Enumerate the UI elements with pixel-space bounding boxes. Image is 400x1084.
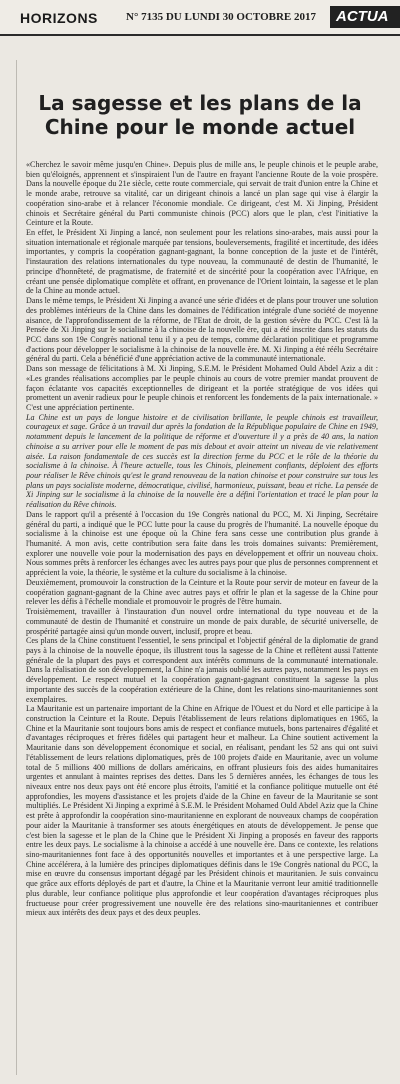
article-paragraph: «Cherchez le savoir même jusqu'en Chine». Depuis plus de mille ans, le peuple chinois et le peuple arabe, bien qu'éloignés, apprennent et s'inspiraient l'un de l'autre en frayant l'ancienne Route de la voie prospère. Dans la nouvelle époque du 21e siècle, cette route commerciale, qui servait de trait d'union entre la Chine et le monde arabe, retrouve sa vitalité, car un dirigeant chinois a lancé un plan sage qui vise à élargir la coopération sino-arabe et à relancer l'économie mondiale. Ce dirigeant, c'est M. Xi Jinping, Président chinois et Secrétaire général du Parti communiste chinois (PCC) alors que le plan, c'est l'initiative la Ceinture et la Route.: [26, 160, 378, 228]
article-paragraph: Dans le rapport qu'il a présenté à l'occasion du 19e Congrès national du PCC, M. Xi Jinping, Secrétaire général du parti, a indiqué que le PCC lutte pour la cause du progrès de l'humanité. La nouvelle époque du socialisme à la chinoise est une époque où la Chine fera sans cesse une contribution plus grande à l'humanité. A mon avis, cette contribution sera faite dans les trois domaines suivants: Premièrement, explorer une nouvelle voie pour la modernisation des pays en développement et offrir un nouveau choix. Nous sommes prêts à renforcer les échanges avec les autres pays pour que plus de personnes comprennent et apprécient la voie, la théorie, le système et la culture du socialisme à la chinoise.: [26, 509, 378, 578]
article-paragraph: Ces plans de la Chine constituent l'essentiel, le sens principal et l'objectif général de la diplomatie de grand pays à la chinoise de la nouvelle époque, ils illustrent tous la sagesse de la Chine et reflètent aussi l'attente générale de la plupart des pays et correspondent aux intérêts communs de la communauté internationale. Dans la réalisation de son développement, la Chine n'a jamais oublié les autres pays, notamment les pays en développement. Le respect mutuel et la coopération gagnant-gagnant constituent la sagesse la plus importante des succès de la coopération extérieure de la Chine, dont les relations sino-mauritaniennes sont exemplaires.: [26, 636, 378, 704]
article-paragraph: Dans le même temps, le Président Xi Jinping a avancé une série d'idées et de plans pour trouver une solution des problèmes intérieurs de la Chine dans les domaines de l'édification intégrale d'une société de moyenne aisance, de l'approfondissement de la réforme, de l'Etat de droit, de la gestion sévère du PCC. C'est là la Pensée de Xi Jinping sur le socialisme à la chinoise de la nouvelle ère, qui a été inscrite dans les statuts du PCC dans son 19e Congrès national tenu il y a peu de temps, comme déclaration politique et programme d'actions pour développer le socialisme à la chinoise de la nouvelle ère. M. Xi Jinping a été réélu Secrétaire général du parti. Cela a bénéficié d'une appréciation active de la communauté internationale.: [26, 296, 378, 364]
issue-date: N° 7135 DU LUNDI 30 OCTOBRE 2017: [126, 11, 316, 23]
article-body: [26, 160, 378, 1075]
article-paragraph: La Chine est un pays de longue histoire et de civilisation brillante, le peuple chinois est travailleur, courageux et sage. Grâce à un travail dur après la fondation de la République populaire de Chine en 1949, notamment depuis le lancement de la politique de réforme et d'ouverture il y a près de 40 ans, la nation chinoise a su arriver pour elle le moment de pas mis debout et avoir atteint un niveau de vie relativement aisée. La raison fondamentale de ces succès est la direction ferme du PCC et le rôle de la théorie du socialisme à la chinoise. À l'heure actuelle, tous les Chinois, pleinement confiants, déploient des efforts pour réaliser le Rêve chinois qu'est le grand renouveau de la nation chinoise et pour construire sur tous les plans un pays socialiste moderne, démocratique, civilisé, harmonieux, puissant, beau et riche. La pensée de Xi Jinping sur le socialisme à la chinoise de la nouvelle ère a défini l'orientation et tracé le plan pour la réalisation du Rêve chinois.: [26, 412, 378, 510]
article-paragraph: Deuxièmement, promouvoir la construction de la Ceinture et la Route pour servir de moteur en faveur de la coopération gagnant-gagnant de la Chine avec autres pays et offrir le plan et la sagesse de la Chine pour relever les défis à l'échelle mondiale et promouvoir le progrès de l'être humain.: [26, 577, 378, 607]
column-rule: [16, 60, 17, 1075]
article-paragraph: Troisièmement, travailler à l'instauration d'un nouvel ordre international du type nouveau et de la communauté de destin de l'humanité et construire un monde de paix durable, de sécurité universelle, de prospérité partagée ainsi qu'un monde ouvert, inclusif, propre et beau.: [26, 607, 378, 636]
article-paragraph: La Mauritanie est un partenaire important de la Chine en Afrique de l'Ouest et du Nord et elle participe à la construction la Ceinture et la Route. Depuis l'établissement de leurs relations diplomatiques en 1965, la Chine et la Mauritanie sont toujours bons amis de respect et confiance mutuels, bons partenaires d'égalité et d'avantages réciproques et frères fidèles qui partagent heur et malheur. La Chine soutient activement la Mauritanie dans son développement économique et social, en réalisant, pendant les 52 ans qui ont suivi l'établissement de leurs relations diplomatiques, près de 100 projets d'aide en Mauritanie, avec un volume total de 5 millions 400 millions de dollars américains, en offrant plusieurs fois des aides humanitaires urgentes et annulant à maintes reprises des dettes. Dans les 5 dernières années, les échanges de tous les niveaux entre nos deux pays ont été encore plus étroits, l'amitié et la confiance politique mutuelle ont été approfondies, les moyens d'assistance et les projets d'aide de la Chine en faveur de la Mauritanie se sont multipliés. Le Président Xi Jinping a exprimé à S.E.M. le Président Mohamed Ould Abdel Aziz que la Chine est prête à approfondir la coopération sino-mauritanienne en explorant de nouveaux champs de coopération pour aider la Mauritanie à transformer ses atouts énergétiques en atouts de développement. Je pense que c'est bien la sagesse et le plan de la Chine que le Président Xi Jinping a proposés en faveur des rapports entre les deux pays. Le socialisme à la chinoise a accédé à une nouvelle ère. Dans ce contexte, les relations sino-mauritaniennes font face à des opportunités nouvelles et importantes et à une perspective large. La Chine accélérera, à la lumière des principes diplomatiques définis dans le 19e Congrès national du PCC, la mise en œuvre du consensus important dégagé par les Président chinois et mauritanien. Je suis convaincu que grâce aux efforts déployés de part et d'autre, la Chine et la Mauritanie verront leur amitié traditionnelle plus durable, leur confiance politique plus approfondie et leur coopération d'avantages réciproques plus fructueuse pour créer progressivement une nouvelle ère des relations sino-mauritaniennes et contribuer mieux aux intérêts des deux pays et des deux peuples.: [26, 704, 378, 918]
masthead: HORIZONS: [20, 10, 98, 26]
article-paragraph: Dans son message de félicitations à M. Xi Jinping, S.E.M. le Président Mohamed Ould Abdel Aziz a dit : «Les grandes réalisations accomplies par le peuple chinois au cours de votre premier mandat prouvent de façon éclatante vos capacités exceptionnelles de dirigeant et la portée stratégique de vos idées qui promettent un avenir radieux pour le peuple chinois et renforcent les fondements de la paix internationale. » C'est une appréciation pertinente.: [26, 364, 378, 412]
article-title: La sagesse et les plans de la Chine pour le monde actuel: [38, 91, 362, 140]
section-rubric: ACTUA: [330, 6, 400, 28]
article-paragraph: En effet, le Président Xi Jinping a lancé, non seulement pour les relations sino-arabes, mais aussi pour la situation internationale et régionale marquée par tensions, bouleversements, fragilité et incertitude, des idées importantes, y compris la coopération gagnant-gagnant, la bonne conception de la juste et de l'intérêt, l'instauration des relations internationales du type nouveau, la communauté de destin de l'humanité, le principe d'honnêteté, de pragmatisme, de fraternité et de sincérité pour la coopération avec l'Afrique, en créant une pensée diplomatique complète et offrant, en provenance de l'Orient lointain, la sagesse et le plan de la Chine au monde actuel.: [26, 228, 378, 296]
page-header: [0, 0, 400, 36]
